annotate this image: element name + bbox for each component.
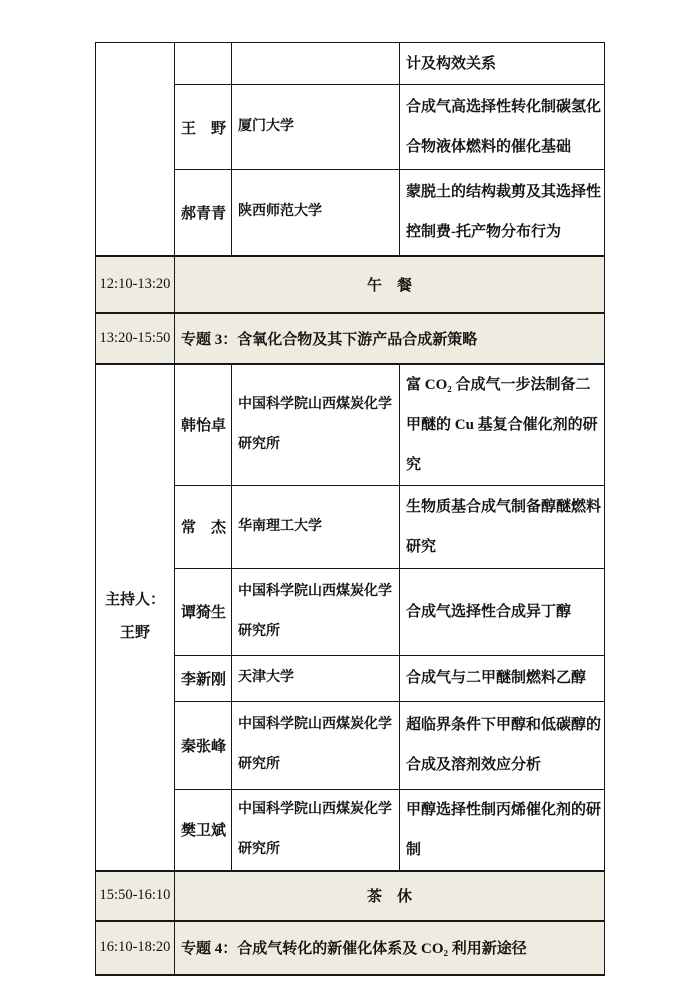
- speaker-cell: 秦张峰: [175, 701, 232, 789]
- affiliation-cell: 厦门大学: [232, 85, 400, 170]
- title-cell: 合成气选择性合成异丁醇: [400, 568, 605, 655]
- affiliation-cell: 陕西师范大学: [232, 170, 400, 256]
- affiliation-cell-empty: [232, 43, 400, 85]
- speaker-cell: 韩怡卓: [175, 364, 232, 486]
- session3-header-row: [96, 313, 605, 364]
- speaker-cell: 樊卫斌: [175, 789, 232, 871]
- session4-header-row: [96, 921, 605, 975]
- session-label: 专题 3：含氧化合物及其下游产品合成新策略: [175, 313, 605, 364]
- table-row: [96, 43, 605, 85]
- affiliation-cell: 中国科学院山西煤炭化学研究所: [232, 568, 400, 655]
- table-row: [96, 364, 605, 486]
- affiliation-cell: 中国科学院山西煤炭化学研究所: [232, 701, 400, 789]
- time-cell: 12:10-13:20: [96, 256, 175, 313]
- affiliation-cell: 华南理工大学: [232, 485, 400, 568]
- chair-name: 王野: [119, 625, 150, 641]
- speaker-cell: 谭猗生: [175, 568, 232, 655]
- chair-cell: [96, 364, 175, 871]
- title-cell: 富 CO₂ 合成气一步法制备二甲醚的 Cu 基复合催化剂的研究: [400, 364, 605, 486]
- title-cell: 超临界条件下甲醇和低碳醇的合成及溶剂效应分析: [400, 701, 605, 789]
- title-cell: 合成气与二甲醚制燃料乙醇: [400, 655, 605, 701]
- title-cell: 蒙脱土的结构裁剪及其选择性控制费-托产物分布行为: [400, 170, 605, 256]
- speaker-cell: 王 野: [175, 85, 232, 170]
- program-table: [95, 42, 605, 976]
- title-cell-carryover: 计及构效关系: [400, 43, 605, 85]
- affiliation-cell: 天津大学: [232, 655, 400, 701]
- speaker-cell-empty: [175, 43, 232, 85]
- title-cell: 生物质基合成气制备醇醚燃料研究: [400, 485, 605, 568]
- speaker-cell: 郝青青: [175, 170, 232, 256]
- speaker-cell: 常 杰: [175, 485, 232, 568]
- time-cell: 15:50-16:10: [96, 871, 175, 921]
- lunch-break-row: [96, 256, 605, 313]
- affiliation-cell: 中国科学院山西煤炭化学研究所: [232, 789, 400, 871]
- break-label: 午 餐: [175, 256, 605, 313]
- break-label: 茶 休: [175, 871, 605, 921]
- session-label: 专题 4：合成气转化的新催化体系及 CO₂ 利用新途径: [175, 921, 605, 975]
- time-cell: 16:10-18:20: [96, 921, 175, 975]
- affiliation-cell: 中国科学院山西煤炭化学研究所: [232, 364, 400, 486]
- tea-break-row: [96, 871, 605, 921]
- time-cell-empty: [96, 43, 175, 256]
- time-cell: 13:20-15:50: [96, 313, 175, 364]
- title-cell: 甲醇选择性制丙烯催化剂的研制: [400, 789, 605, 871]
- speaker-cell: 李新刚: [175, 655, 232, 701]
- title-cell: 合成气高选择性转化制碳氢化合物液体燃料的催化基础: [400, 85, 605, 170]
- chair-prefix: 主持人：: [104, 592, 165, 608]
